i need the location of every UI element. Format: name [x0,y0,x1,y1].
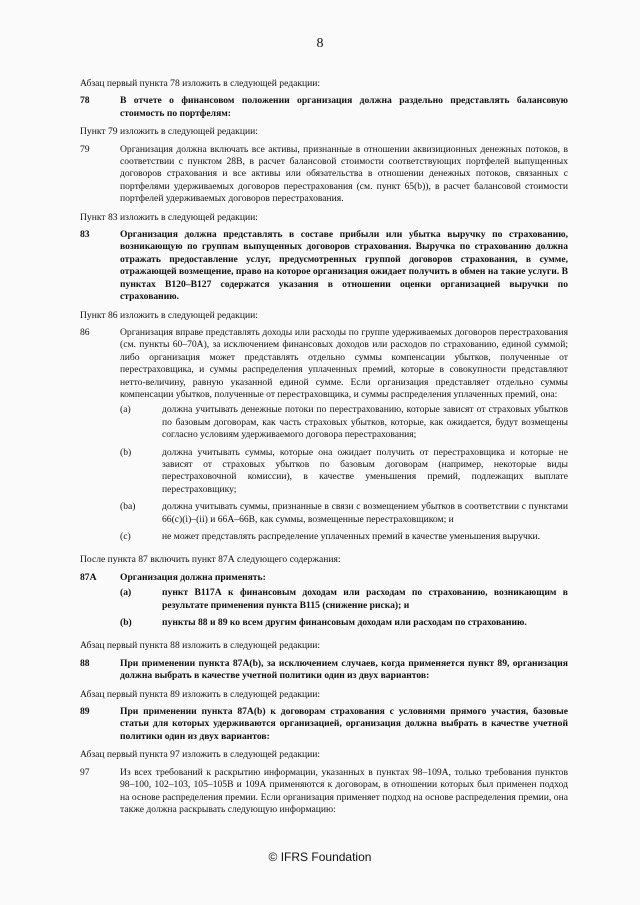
sub-item-a [120,587,568,612]
paragraph-number: 83 [80,229,90,241]
sub-item-label: (ba) [120,501,136,513]
sub-item-text: должна учитывать суммы, признанные в связи с возмещением убытков в соответствии с пунктами 66(с)(i)–(ii) и 66А–66В, как суммы, возмещенные перестраховщиком; и [162,501,568,525]
paragraph-88 [80,658,568,683]
paragraph-87a [80,572,568,635]
paragraph-text: Организация должна включать все активы, признанные в отношении аквизиционных денежных потоков, в соответствии с пунктом 28В, в расчет балансовой стоимости соответствующих портфелей выпущенных договоров страхования и все активы или обязательства в отношении денежных потоков, связанных с портфелями удерживаемых договоров перестрахования (см. пункт 65(b)), в расчет балансовой стоимости портфелей удерживаемых договоров перестрахования. [120,143,568,205]
paragraph-number: 78 [80,95,90,107]
copyright-footer: © IFRS Foundation [268,850,372,864]
instruction-78: Абзац первый пункта 78 изложить в следующей редакции: [80,78,321,89]
paragraph-number: 89 [80,706,90,718]
sub-item-text: не может представлять распределение уплаченных премий в качестве уменьшения выручки. [162,531,541,542]
sub-item-label: (a) [120,587,132,599]
instruction-86: Пункт 86 изложить в следующей редакции: [80,309,258,321]
paragraph-text: В отчете о финансовом положении организация должна раздельно представлять балансовую стоимость по портфелям: [120,95,568,119]
paragraph-97 [80,767,568,817]
sub-item-label: (b) [120,617,132,629]
sub-item-ba [120,501,568,526]
sub-item-b [120,617,568,629]
sub-item-text: пункт В117А к финансовым доходам или расходам по страхованию, возникающим в результате применения пункта В115 (снижение риска); и [162,587,568,611]
sub-item-a [120,404,568,441]
sub-item-label: (a) [120,404,131,416]
sub-item-label: (b) [120,446,132,458]
sub-item-c [120,531,568,543]
paragraph-number: 97 [80,766,90,778]
paragraph-78 [80,95,568,120]
paragraph-number: 79 [80,143,90,155]
paragraph-text: Организация вправе представлять доходы или расходы по группе удерживаемых договоров перестрахования (см. пункты 60–70А), за исключением финансовых доходов или расходов по страхованию, единой суммой; либо организация может представлять отдельно суммы компенсации убытков, полученные от перестраховщика, и суммы распределения уплаченных премий, которые в совокупности представляют нетто-величину, равную указанной единой сумме. Если организация представляет отдельно суммы компенсации убытков, полученные от перестраховщика, и суммы распределения уплаченных премий, она: [120,326,568,400]
paragraph-text: Из всех требований к раскрытию информации, указанных в пунктах 98–109А, только требования пунктов 98–100, 102–103, 105–105В и 109А применяются к договорам, в отношении которых был применен подход на основе распределения премии. Если организация применяет подход на основе распределения премии, она также должна раскрывать следующую информацию: [120,766,568,815]
paragraph-number: 86 [80,326,90,338]
sub-item-label: (c) [120,531,131,542]
sub-item-text: пункты 88 и 89 ко всем другим финансовым доходам или расходам по страхованию. [162,617,527,629]
instruction-89: Абзац первый пункта 89 изложить в следующей редакции: [80,688,321,700]
paragraph-text: Организация должна представлять в составе прибыли или убытка выручку по страхованию, возникающую по группам выпущенных договоров страхования. Выручка по страхованию должна отражать предоставление услуг, предусмотренных группой договоров страхования, в сумме, отражающей возмещение, право на которое организация ожидает получить в обмен на такие услуги. В пунктах В120–В127 содержатся указания в отношении оценки организацией выручки по страхованию. [120,229,568,303]
paragraph-text: При применении пункта 87А(b) к договорам страхования с условиями прямого участия, базовые статьи для которых удерживаются организацией, организация должна выбрать в качестве учетной политики один из двух вариантов: [120,706,568,742]
sub-item-b [120,447,568,497]
paragraph-number: 88 [80,657,90,669]
paragraph-text: Организация должна применять: [120,571,266,583]
sub-item-text: должна учитывать суммы, которые она ожидает получить от перестраховщика и которые не зависят от страховых убытков по базовым договорам (например, некоторые виды перестраховочной комиссии), в качестве уменьшения премий, подлежащих выплате перестраховщику; [162,446,568,495]
paragraph-text: При применении пункта 87А(b), за исключением случаев, когда применяется пункт 89, организация должна выбрать в качестве учетной политики один из двух вариантов: [120,657,568,682]
instruction-79: Пункт 79 изложить в следующей редакции: [80,126,258,138]
instruction-97: Абзац первый пункта 97 изложить в следующей редакции: [80,749,321,761]
sub-item-text: должна учитывать денежные потоки по перестрахованию, которые зависят от страховых убытков по базовым договорам, как часть страховых убытков, которые, как ожидается, будут возмещены согласно условиям удерживаемого договора перестрахования; [162,404,568,441]
instruction-88: Абзац первый пункта 88 изложить в следующей редакции: [80,640,321,652]
paragraph-number: 87А [80,571,97,583]
instruction-83: Пункт 83 изложить в следующей редакции: [80,211,258,223]
paragraph-79 [80,144,568,206]
paragraph-89 [80,706,568,743]
paragraph-83 [80,229,568,303]
paragraph-86 [80,327,568,549]
document-body [80,78,568,822]
instruction-87a: После пункта 87 включить пункт 87А следующего содержания: [80,554,341,566]
page-number: 8 [316,36,324,51]
